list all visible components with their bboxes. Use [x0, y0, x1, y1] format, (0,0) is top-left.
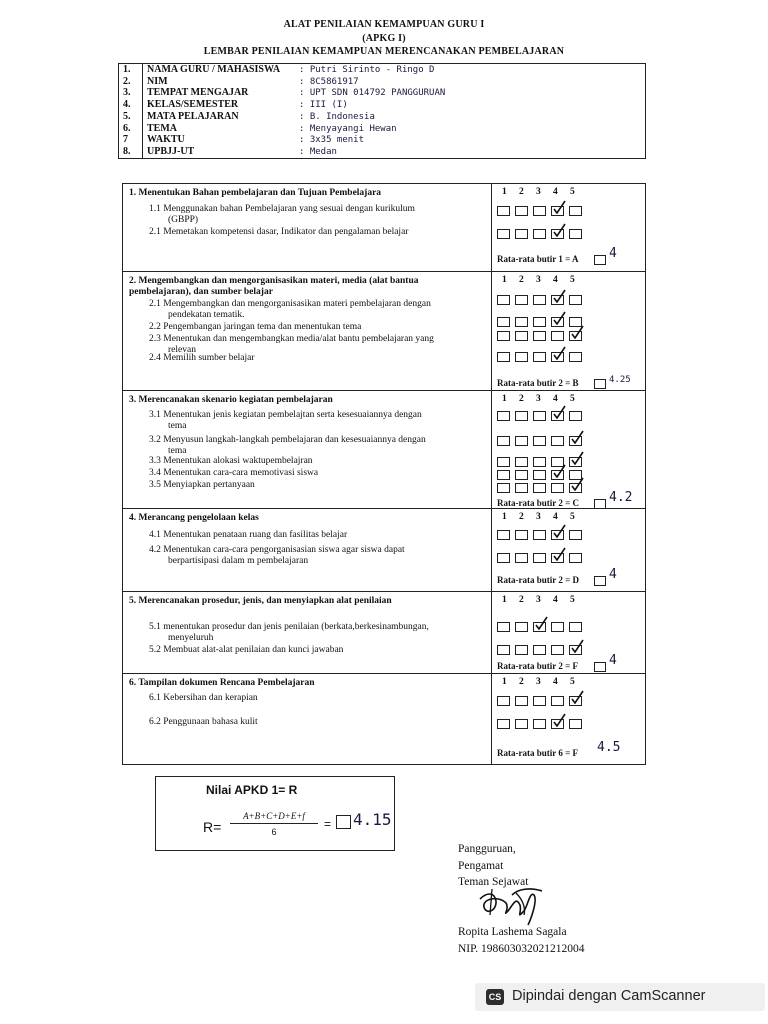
identity-row-label: UPBJJ-UT: [147, 145, 195, 157]
criterion-text-cont: menyeluruh: [168, 633, 214, 643]
score-checkbox[interactable]: [497, 622, 510, 632]
observer-nip: NIP. 198603032021212004: [458, 943, 585, 955]
scale-label: 1: [502, 187, 507, 197]
identity-row-number: 8.: [123, 145, 131, 157]
criterion-text: 4.2 Menentukan cara-cara pengorganisasian siswa agar siswa dapat: [149, 545, 405, 555]
camscanner-logo-icon: CS: [486, 989, 504, 1005]
section-average-box: [594, 576, 606, 586]
assessment-section: [123, 591, 645, 673]
formula-numerator: A+B+C+D+E+f: [243, 811, 305, 821]
formula-equals: =: [324, 817, 332, 831]
scale-label: 3: [536, 677, 541, 687]
identity-row-value: : 8C5861917: [299, 76, 359, 87]
assessment-section: [123, 673, 645, 766]
score-checkbox[interactable]: [515, 411, 528, 421]
score-checkbox[interactable]: [551, 436, 564, 446]
scale-label: 5: [570, 595, 575, 605]
scanner-text: Dipindai dengan CamScanner: [512, 988, 706, 1004]
section-title: 5. Merencanakan prosedur, jenis, dan menyiapkan alat penilaian: [129, 596, 392, 606]
section-average-value: 4.2: [609, 490, 633, 505]
score-checkbox[interactable]: [515, 530, 528, 540]
identity-row-value: : III (I): [299, 100, 348, 111]
check-mark-icon: [552, 311, 566, 325]
scale-label: 4: [553, 512, 558, 522]
scale-label: 4: [553, 394, 558, 404]
score-checkbox[interactable]: [551, 483, 564, 493]
identity-row-number: 7: [123, 134, 128, 146]
score-checkbox[interactable]: [533, 229, 546, 239]
assessment-section: [123, 390, 645, 508]
section-title-cont: pembelajaran), dan sumber belajar: [129, 287, 273, 297]
identity-row-number: 6.: [123, 122, 131, 134]
criterion-text: 2.1 Memetakan kompetensi dasar, Indikator dan pengalaman belajar: [149, 227, 409, 237]
identity-row: [119, 64, 645, 76]
score-checkbox[interactable]: [515, 295, 528, 305]
score-checkbox[interactable]: [515, 696, 528, 706]
identity-row-label: NAMA GURU / MAHASISWA: [147, 64, 281, 75]
scale-label: 4: [553, 275, 558, 285]
criterion-text: 5.1 menentukan prosedur dan jenis penilaian (berkata,berkesinambungan,: [149, 622, 429, 632]
scale-label: 3: [536, 187, 541, 197]
score-checkbox[interactable]: [497, 436, 510, 446]
section-title: 2. Mengembangkan dan mengorganisasikan materi, media (alat bantua: [129, 276, 419, 286]
scale-header: [502, 595, 587, 605]
criterion-text: 3.5 Menyiapkan pertanyaan: [149, 480, 255, 490]
identity-row-label: KELAS/SEMESTER: [147, 99, 239, 111]
criterion-text: 6.1 Kebersihan dan kerapian: [149, 693, 258, 703]
criterion-text: 2.3 Menentukan dan mengembangkan media/alat bantu pembelajaran yang: [149, 334, 434, 344]
section-average-value: 4: [609, 246, 617, 261]
scale-header: [502, 187, 587, 197]
check-mark-icon: [570, 325, 584, 339]
signature-relation: Teman Sejawat: [458, 876, 529, 888]
assessment-section: [123, 508, 645, 591]
score-checkbox[interactable]: [533, 553, 546, 563]
identity-row: [119, 146, 645, 158]
score-checkbox[interactable]: [533, 411, 546, 421]
identity-row: [119, 76, 645, 88]
score-checkbox[interactable]: [497, 317, 510, 327]
identity-row: [119, 123, 645, 135]
scale-label: 2: [519, 187, 524, 197]
score-checkbox[interactable]: [569, 206, 582, 216]
identity-row: [119, 87, 645, 99]
section-average-label: Rata-rata butir 6 = F: [497, 748, 578, 758]
score-checkbox[interactable]: [569, 229, 582, 239]
check-mark-icon: [552, 464, 566, 478]
section-title: 3. Merencanakan skenario kegiatan pembelajaran: [129, 395, 333, 405]
scale-label: 3: [536, 512, 541, 522]
score-checkbox[interactable]: [569, 411, 582, 421]
observer-name: Ropita Lashema Sagala: [458, 926, 567, 938]
score-checkbox[interactable]: [497, 719, 510, 729]
score-checkbox[interactable]: [515, 622, 528, 632]
score-checkbox[interactable]: [497, 553, 510, 563]
section-average-box: [594, 379, 606, 389]
identity-row: [119, 99, 645, 111]
check-mark-icon: [552, 223, 566, 237]
section-average-label: Rata-rata butir 2 = B: [497, 378, 579, 388]
score-checkbox[interactable]: [515, 457, 528, 467]
score-checkbox[interactable]: [497, 483, 510, 493]
criterion-text-cont: berpartisipasi dalam m pembelajaran: [168, 556, 309, 566]
score-checkbox[interactable]: [497, 696, 510, 706]
identity-table: [118, 63, 646, 159]
score-checkbox[interactable]: [533, 295, 546, 305]
scale-label: 2: [519, 275, 524, 285]
criterion-text: 6.2 Penggunaan bahasa kulit: [149, 717, 258, 727]
scale-header: [502, 512, 587, 522]
check-mark-icon: [552, 524, 566, 538]
scale-label: 3: [536, 595, 541, 605]
identity-row: [119, 134, 645, 146]
criterion-text-cont: tema: [168, 446, 187, 456]
identity-row-value: : UPT SDN 014792 PANGGURUAN: [299, 88, 446, 99]
section-average-label: Rata-rata butir 2 = D: [497, 575, 579, 585]
scale-label: 4: [553, 595, 558, 605]
scale-label: 5: [570, 394, 575, 404]
scale-label: 1: [502, 394, 507, 404]
section-title: 4. Merancang pengelolaan kelas: [129, 513, 259, 523]
score-checkbox[interactable]: [515, 483, 528, 493]
scale-label: 2: [519, 677, 524, 687]
section-average-label: Rata-rata butir 2 = C: [497, 498, 579, 508]
check-mark-icon: [534, 616, 548, 630]
scale-label: 4: [553, 677, 558, 687]
scale-label: 2: [519, 512, 524, 522]
criterion-text: 3.4 Menentukan cara-cara memotivasi siswa: [149, 468, 319, 478]
score-checkbox[interactable]: [569, 530, 582, 540]
fraction-line: [230, 823, 318, 824]
scale-header: [502, 394, 587, 404]
scale-header: [502, 677, 587, 687]
check-mark-icon: [570, 477, 584, 491]
signature-role: Pengamat: [458, 860, 504, 872]
score-checkbox[interactable]: [533, 470, 546, 480]
identity-row-label: TEMPAT MENGAJAR: [147, 87, 249, 99]
scale-label: 2: [519, 394, 524, 404]
score-checkbox[interactable]: [515, 470, 528, 480]
scale-label: 2: [519, 595, 524, 605]
section-average-value: 4: [609, 653, 617, 668]
section-average-value: 4: [609, 567, 617, 582]
check-mark-icon: [570, 430, 584, 444]
score-checkbox[interactable]: [515, 352, 528, 362]
score-checkbox[interactable]: [569, 352, 582, 362]
scale-label: 5: [570, 187, 575, 197]
criterion-text-cont: pendekatan tematik.: [168, 310, 245, 320]
result-box: [336, 815, 351, 829]
check-mark-icon: [552, 289, 566, 303]
section-title: 1. Menentukan Bahan pembelajaran dan Tujuan Pembelajara: [129, 188, 382, 198]
score-checkbox[interactable]: [515, 331, 528, 341]
score-checkbox[interactable]: [497, 645, 510, 655]
identity-row: [119, 111, 645, 123]
score-checkbox[interactable]: [497, 530, 510, 540]
criterion-text: 5.2 Membuat alat-alat penilaian dan kunci jawaban: [149, 645, 344, 655]
section-title: 6. Tampilan dokumen Rencana Pembelajaran: [129, 678, 315, 688]
identity-row-value: : Menyayangi Hewan: [299, 123, 397, 134]
score-checkbox[interactable]: [533, 696, 546, 706]
score-checkbox[interactable]: [497, 229, 510, 239]
identity-row-label: NIM: [147, 75, 168, 87]
criterion-text: 3.2 Menyusun langkah-langkah pembelajaran dan kesesuaiannya dengan: [149, 435, 426, 445]
check-mark-icon: [552, 200, 566, 214]
scale-label: 1: [502, 677, 507, 687]
score-checkbox[interactable]: [533, 206, 546, 216]
assessment-section: [123, 271, 645, 390]
score-checkbox[interactable]: [515, 553, 528, 563]
section-average-label: Rata-rata butir 2 = F: [497, 661, 578, 671]
identity-row-number: 2.: [123, 75, 131, 87]
section-average-label: Rata-rata butir 1 = A: [497, 254, 579, 264]
assessment-section: [123, 184, 645, 271]
scale-label: 5: [570, 512, 575, 522]
score-checkbox[interactable]: [497, 295, 510, 305]
identity-row-number: 1.: [123, 64, 131, 75]
score-checkbox[interactable]: [569, 622, 582, 632]
score-checkbox[interactable]: [497, 457, 510, 467]
score-checkbox[interactable]: [533, 530, 546, 540]
criterion-text: 2.1 Mengembangkan dan mengorganisasikan materi pembelajaran dengan: [149, 299, 431, 309]
scale-header: [502, 275, 587, 285]
formula-lhs: R=: [203, 819, 222, 835]
scanner-watermark: [475, 983, 765, 1011]
handwritten-signature: [472, 885, 552, 927]
score-checkbox[interactable]: [569, 553, 582, 563]
score-checkbox[interactable]: [569, 719, 582, 729]
score-checkbox[interactable]: [551, 696, 564, 706]
identity-row-value: : B. Indonesia: [299, 111, 375, 122]
scale-label: 3: [536, 275, 541, 285]
identity-row-label: MATA PELAJARAN: [147, 110, 239, 122]
criterion-text: 2.2 Pengembangan jaringan tema dan menentukan tema: [149, 322, 362, 332]
score-checkbox[interactable]: [515, 206, 528, 216]
criterion-text-cont: tema: [168, 421, 187, 431]
final-score-value: 4.15: [353, 810, 392, 829]
score-checkbox[interactable]: [551, 622, 564, 632]
score-checkbox[interactable]: [533, 331, 546, 341]
assessment-table: [122, 183, 646, 765]
score-checkbox[interactable]: [515, 645, 528, 655]
formula-denominator: 6: [271, 827, 277, 837]
score-checkbox[interactable]: [497, 331, 510, 341]
score-checkbox[interactable]: [533, 719, 546, 729]
score-checkbox[interactable]: [533, 483, 546, 493]
score-checkbox[interactable]: [569, 295, 582, 305]
criterion-text: 1.1 Menggunakan bahan Pembelajaran yang sesuai dengan kurikulum: [149, 204, 415, 214]
score-checkbox[interactable]: [533, 317, 546, 327]
scale-label: 1: [502, 595, 507, 605]
final-score-box: [155, 776, 395, 851]
check-mark-icon: [570, 690, 584, 704]
criterion-text-cont: (GBPP): [168, 215, 199, 225]
criterion-text: 3.1 Menentukan jenis kegiatan pembelajtan serta kesesuaiannya dengan: [149, 410, 422, 420]
score-checkbox[interactable]: [533, 457, 546, 467]
identity-row-value: : Medan: [299, 146, 337, 157]
score-checkbox[interactable]: [533, 436, 546, 446]
score-checkbox[interactable]: [497, 352, 510, 362]
score-checkbox[interactable]: [515, 317, 528, 327]
identity-row-value: : 3x35 menit: [299, 135, 365, 146]
check-mark-icon: [570, 451, 584, 465]
section-average-box: [594, 255, 606, 265]
check-mark-icon: [552, 405, 566, 419]
scale-label: 3: [536, 394, 541, 404]
criterion-text: 2.4 Memilih sumber belajar: [149, 353, 255, 363]
identity-row-label: TEMA: [147, 122, 177, 134]
section-average-value: 4.25: [609, 375, 631, 385]
score-checkbox[interactable]: [551, 645, 564, 655]
document-heading: LEMBAR PENILAIAN KEMAMPUAN MERENCANAKAN PEMBELAJARAN: [203, 46, 565, 57]
score-checkbox[interactable]: [497, 206, 510, 216]
criterion-text: 4.1 Menentukan penataan ruang dan fasilitas belajar: [149, 530, 348, 540]
identity-row-label: WAKTU: [147, 134, 185, 146]
final-score-label: Nilai APKD 1= R: [206, 783, 298, 797]
score-checkbox[interactable]: [497, 411, 510, 421]
scale-label: 5: [570, 275, 575, 285]
criterion-text-cont: relevan: [168, 345, 196, 355]
criterion-text: 3.3 Menentukan alokasi waktupembelajran: [149, 456, 313, 466]
scale-label: 4: [553, 187, 558, 197]
document-title: ALAT PENILAIAN KEMAMPUAN GURU I: [283, 19, 485, 30]
document-subtitle: (APKG I): [362, 33, 406, 44]
signature-place: Pangguruan,: [458, 843, 516, 855]
score-checkbox[interactable]: [515, 436, 528, 446]
score-checkbox[interactable]: [497, 470, 510, 480]
section-average-box: [594, 662, 606, 672]
score-checkbox[interactable]: [533, 645, 546, 655]
identity-row-value: : Putri Sirinto - Ringo D: [299, 65, 435, 75]
identity-row-number: 5.: [123, 110, 131, 122]
scale-label: 5: [570, 677, 575, 687]
scale-label: 1: [502, 512, 507, 522]
check-mark-icon: [570, 639, 584, 653]
score-checkbox[interactable]: [551, 331, 564, 341]
scale-label: 1: [502, 275, 507, 285]
check-mark-icon: [552, 547, 566, 561]
section-average-value: 4.5: [597, 740, 621, 755]
score-checkbox[interactable]: [533, 352, 546, 362]
check-mark-icon: [552, 713, 566, 727]
score-checkbox[interactable]: [515, 229, 528, 239]
identity-row-number: 4.: [123, 99, 131, 111]
score-checkbox[interactable]: [515, 719, 528, 729]
check-mark-icon: [552, 346, 566, 360]
identity-row-number: 3.: [123, 87, 131, 99]
